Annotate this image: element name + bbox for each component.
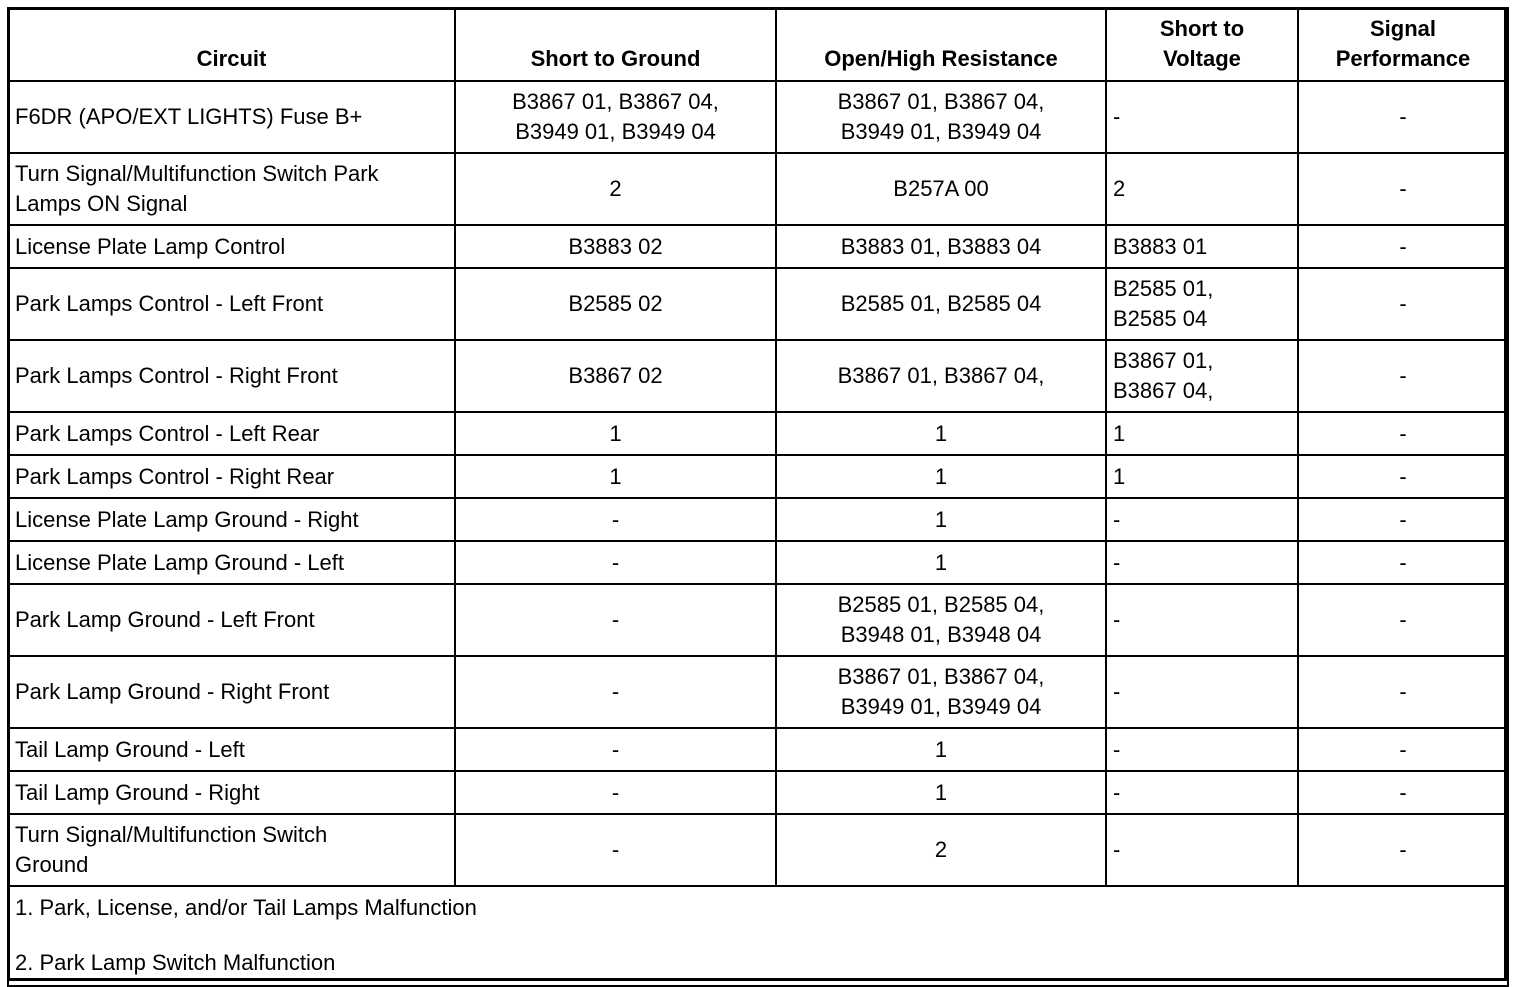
- cell-signal-performance: -: [1298, 584, 1508, 656]
- cell-short-to-ground-line: B2585 02: [568, 291, 663, 316]
- cell-signal-performance: -: [1298, 340, 1508, 412]
- cell-short-to-voltage-line: -: [1113, 549, 1121, 575]
- cell-open-high-resistance-line: B2585 01, B2585 04,: [837, 592, 1045, 617]
- header-circuit: Circuit: [8, 8, 455, 81]
- cell-open-high-resistance-line: 1: [934, 549, 948, 575]
- cell-circuit-line: License Plate Lamp Ground - Right: [15, 506, 359, 532]
- cell-circuit-line: License Plate Lamp Control: [15, 233, 286, 259]
- cell-short-to-voltage-line: -: [1113, 837, 1121, 862]
- footnote-2: 2. Park Lamp Switch Malfunction: [15, 950, 336, 975]
- cell-circuit-line: Lamps ON Signal: [15, 191, 188, 216]
- cell-circuit-line: Turn Signal/Multifunction Switch: [15, 822, 328, 847]
- cell-open-high-resistance-line: B257A 00: [893, 176, 989, 201]
- cell-open-high-resistance-line: B3867 01, B3867 04,: [837, 664, 1045, 689]
- cell-circuit-line: Park Lamps Control - Right Rear: [15, 463, 335, 489]
- cell-short-to-voltage-line: 1: [1113, 463, 1126, 489]
- cell-short-to-ground-line: -: [611, 736, 620, 762]
- cell-signal-performance: -: [1298, 268, 1508, 340]
- header-short-to-voltage-line-1: Short to: [1159, 16, 1245, 41]
- cell-signal-performance: -: [1298, 412, 1508, 455]
- header-short-to-voltage-line-2: Voltage: [1163, 46, 1241, 71]
- cell-short-to-voltage-line: -: [1113, 506, 1121, 532]
- cell-open-high-resistance-line: B3949 01, B3949 04: [840, 119, 1042, 144]
- cell-short-to-ground-line: B3867 02: [568, 363, 663, 388]
- cell-circuit-line: Park Lamp Ground - Left Front: [15, 607, 315, 632]
- cell-circuit-line: Tail Lamp Ground - Left: [15, 736, 245, 762]
- cell-short-to-voltage-line: -: [1113, 607, 1121, 632]
- cell-signal-performance: -: [1298, 541, 1508, 584]
- cell-short-to-ground-line: -: [611, 679, 620, 704]
- cell-short-to-ground-line: B3883 02: [568, 233, 663, 259]
- cell-open-high-resistance-line: B3883 01, B3883 04: [840, 233, 1042, 259]
- cell-signal-performance: -: [1298, 225, 1508, 268]
- footnote-1: 1. Park, License, and/or Tail Lamps Malfunction: [15, 895, 477, 920]
- cell-signal-performance: -: [1298, 814, 1508, 886]
- cell-short-to-ground-line: 1: [609, 420, 622, 446]
- cell-short-to-voltage-line: -: [1113, 104, 1121, 129]
- cell-short-to-ground-line: B3949 01, B3949 04: [515, 119, 716, 144]
- cell-short-to-voltage-line: B3883 01: [1113, 233, 1208, 259]
- cell-circuit-line: Park Lamps Control - Left Front: [15, 291, 324, 316]
- header-short-to-ground: Short to Ground: [455, 8, 776, 81]
- cell-open-high-resistance-line: B2585 01, B2585 04: [840, 291, 1042, 316]
- cell-short-to-ground-line: -: [611, 837, 620, 862]
- cell-short-to-voltage-line: B3867 01,: [1113, 348, 1214, 373]
- cell-signal-performance: -: [1298, 81, 1508, 153]
- cell-open-high-resistance-line: B3867 01, B3867 04,: [837, 89, 1045, 114]
- cell-circuit-line: F6DR (APO/EXT LIGHTS) Fuse B+: [15, 104, 363, 129]
- cell-circuit-line: Park Lamps Control - Left Rear: [15, 420, 320, 446]
- cell-short-to-voltage-line: -: [1113, 736, 1121, 762]
- cell-open-high-resistance-line: 1: [934, 420, 948, 446]
- cell-short-to-voltage-line: 2: [1113, 176, 1126, 201]
- cell-open-high-resistance-line: 1: [934, 463, 948, 489]
- cell-short-to-voltage-line: B3867 04,: [1113, 378, 1214, 403]
- cell-short-to-voltage-line: B2585 01,: [1113, 276, 1214, 301]
- cell-circuit-line: Park Lamp Ground - Right Front: [15, 679, 330, 704]
- cell-signal-performance: -: [1298, 771, 1508, 814]
- cell-short-to-ground-line: 1: [609, 463, 622, 489]
- cell-short-to-ground-line: -: [611, 506, 620, 532]
- cell-open-high-resistance-line: B3949 01, B3949 04: [840, 694, 1042, 719]
- cell-short-to-ground-line: 2: [609, 176, 622, 201]
- cell-short-to-voltage-line: 1: [1113, 420, 1126, 446]
- cell-signal-performance: -: [1298, 498, 1508, 541]
- header-signal-performance-line-1: Signal: [1369, 16, 1436, 41]
- cell-open-high-resistance-line: B3867 01, B3867 04,: [837, 363, 1045, 388]
- cell-circuit-line: Turn Signal/Multifunction Switch Park: [15, 161, 379, 186]
- cell-signal-performance: -: [1298, 455, 1508, 498]
- cell-signal-performance: -: [1298, 728, 1508, 771]
- cell-short-to-voltage-line: B2585 04: [1113, 306, 1208, 331]
- cell-short-to-ground-line: -: [611, 607, 620, 632]
- cell-short-to-ground-line: -: [611, 779, 620, 805]
- header-signal-performance-line-2: Performance: [1335, 46, 1471, 71]
- cell-short-to-voltage-line: -: [1113, 779, 1121, 805]
- cell-short-to-ground-line: B3867 01, B3867 04,: [512, 89, 719, 114]
- cell-signal-performance: -: [1298, 153, 1508, 225]
- header-open-high-resistance: Open/High Resistance: [776, 8, 1106, 81]
- cell-circuit-line: Park Lamps Control - Right Front: [15, 363, 338, 388]
- cell-circuit-line: Ground: [15, 852, 89, 877]
- cell-open-high-resistance-line: B3948 01, B3948 04: [840, 622, 1042, 647]
- table-outer-border: [7, 7, 1507, 981]
- cell-open-high-resistance-line: 1: [934, 779, 948, 805]
- cell-short-to-voltage-line: -: [1113, 679, 1121, 704]
- cell-open-high-resistance-line: 1: [934, 736, 948, 762]
- cell-open-high-resistance-line: 1: [934, 506, 948, 532]
- cell-signal-performance: -: [1298, 656, 1508, 728]
- cell-circuit-line: Tail Lamp Ground - Right: [15, 779, 260, 805]
- cell-circuit-line: License Plate Lamp Ground - Left: [15, 549, 344, 575]
- cell-open-high-resistance-line: 2: [934, 837, 948, 862]
- cell-short-to-ground-line: -: [611, 549, 620, 575]
